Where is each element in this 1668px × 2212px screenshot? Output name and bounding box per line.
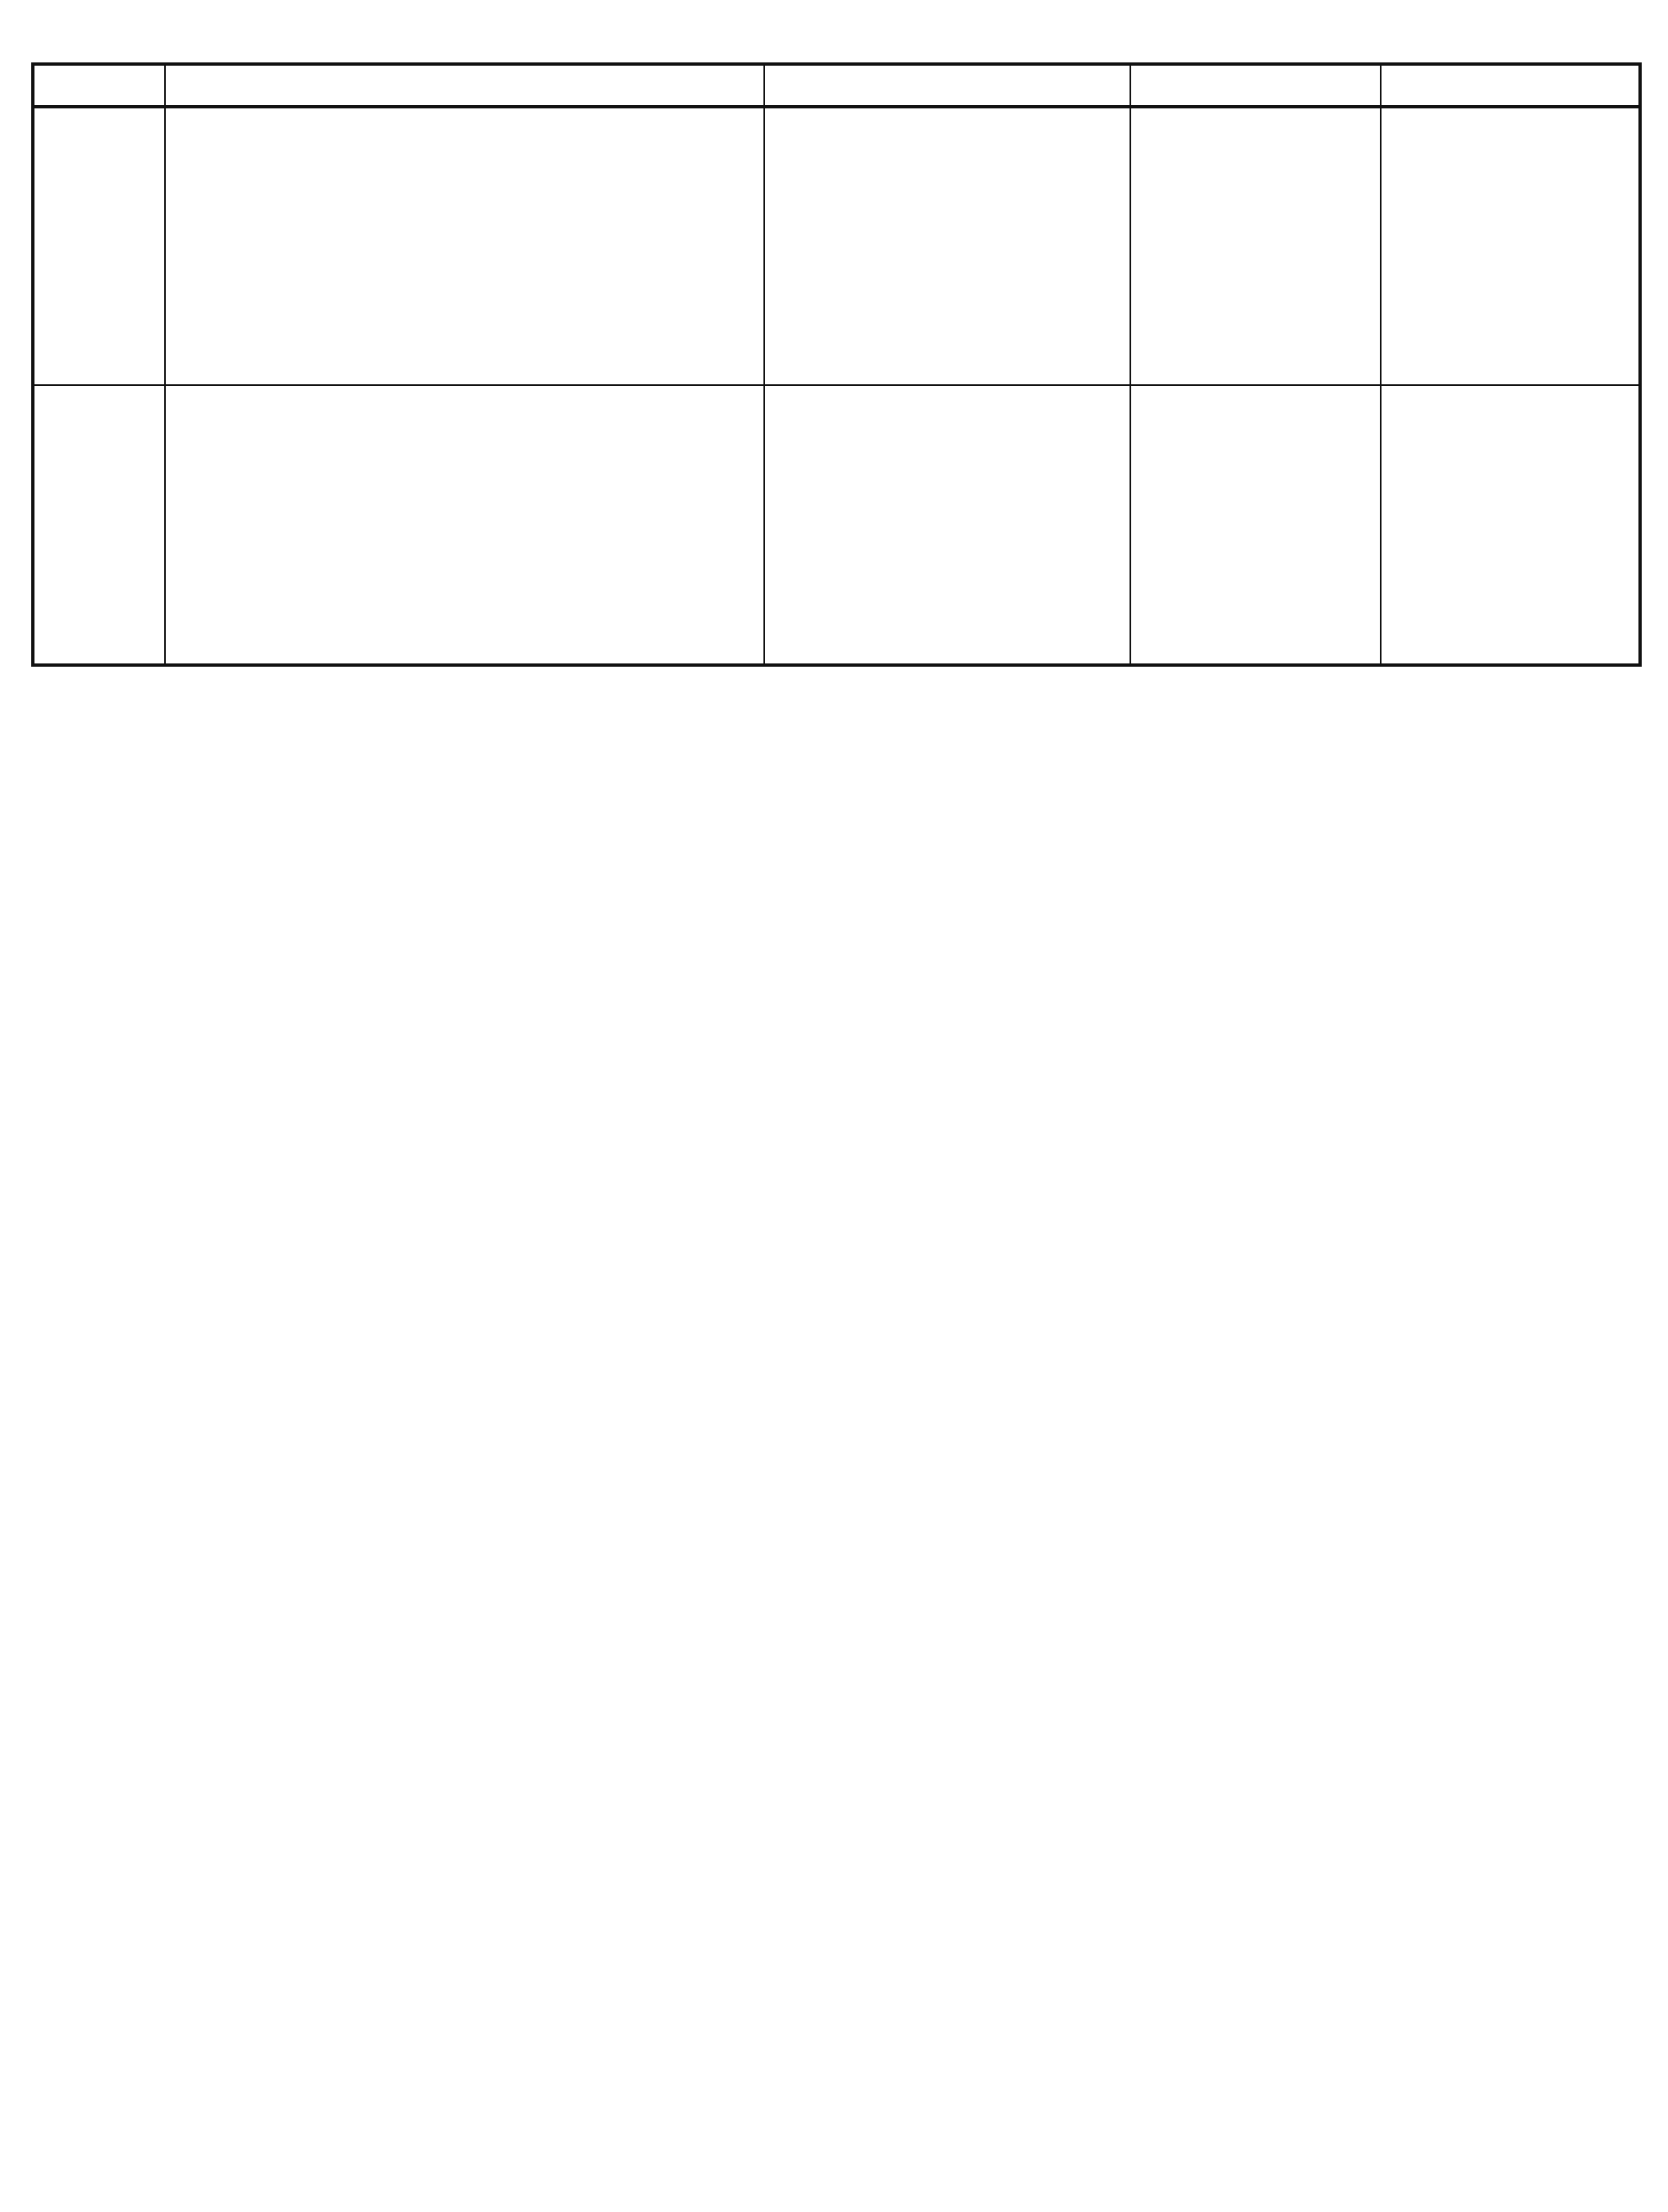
no-cell xyxy=(1381,385,1640,665)
header-yes xyxy=(1130,64,1381,107)
header-check xyxy=(764,64,1130,107)
check-cell xyxy=(764,107,1130,385)
no-cell xyxy=(1381,107,1640,385)
step-number-cell xyxy=(33,385,165,665)
header-no-result xyxy=(1381,64,1640,107)
header-no xyxy=(33,64,165,107)
yes-cell xyxy=(1130,107,1381,385)
header-step xyxy=(165,64,764,107)
table-row xyxy=(33,385,1640,665)
table-row xyxy=(33,107,1640,385)
yes-cell xyxy=(1130,385,1381,665)
header-row xyxy=(33,64,1640,107)
step-cell xyxy=(165,385,764,665)
step-cell xyxy=(165,107,764,385)
diagnostic-table xyxy=(31,62,1642,667)
check-cell xyxy=(764,385,1130,665)
step-number-cell xyxy=(33,107,165,385)
table-body xyxy=(33,107,1640,665)
